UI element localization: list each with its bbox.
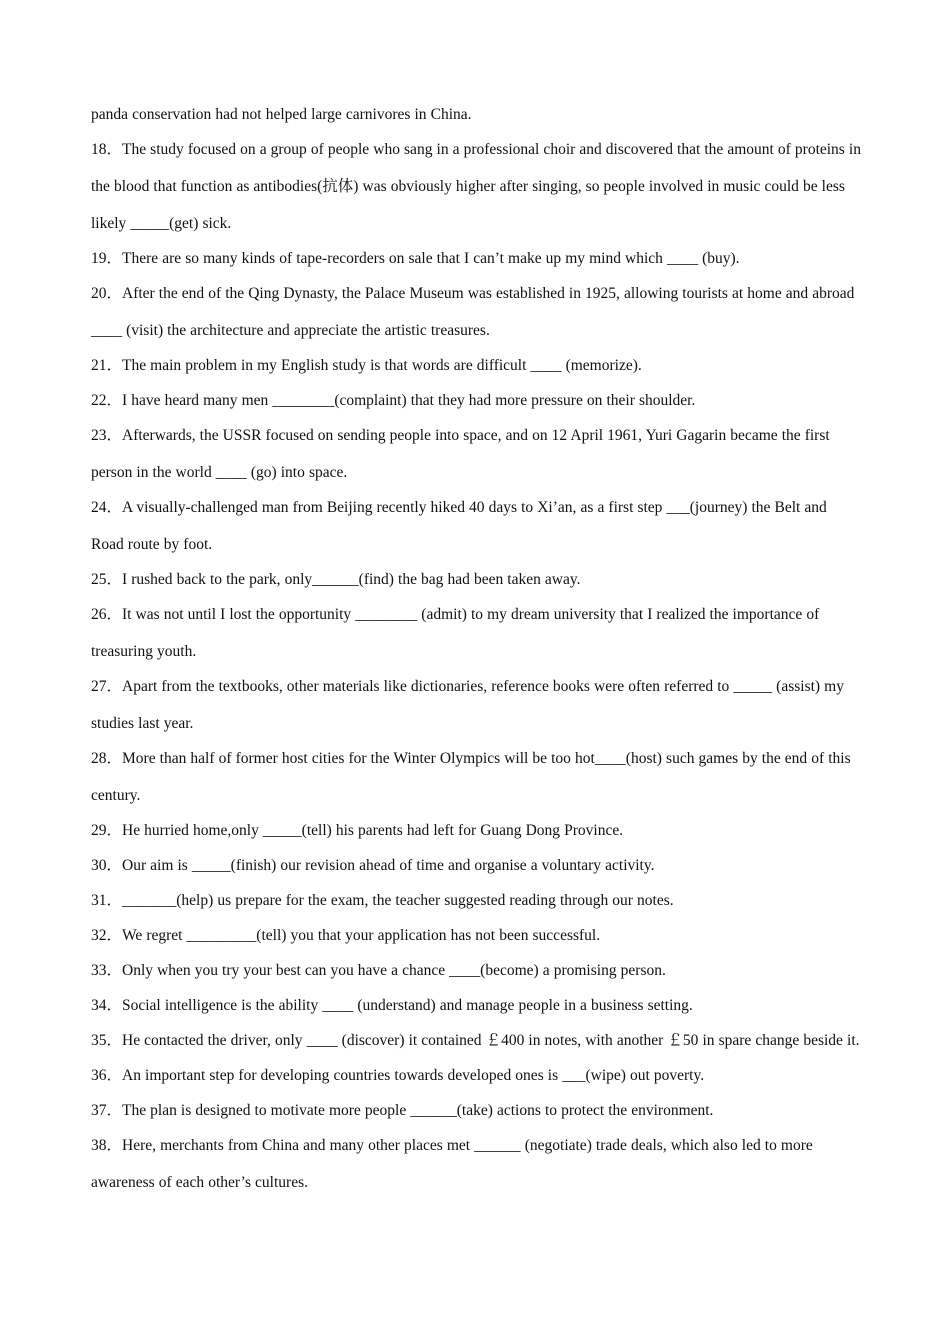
question-27: 27．Apart from the textbooks, other materials like dictionaries, reference books were often referred to _____ (assist) my studies last year. — [91, 678, 844, 732]
question-28: 28．More than half of former host cities for the Winter Olympics will be too hot____(host) such games by the end of this century. — [91, 750, 851, 804]
question-33: 33．Only when you try your best can you have a chance ____(become) a promising person. — [91, 962, 666, 979]
question-38: 38．Here, merchants from China and many other places met ______ (negotiate) trade deals, which also led to more awareness of each other’s cultures. — [91, 1137, 813, 1191]
question-31: 31．_______(help) us prepare for the exam, the teacher suggested reading through our notes. — [91, 892, 674, 909]
question-18: 18．The study focused on a group of people who sang in a professional choir and discovered that the amount of proteins in the blood that function as antibodies(抗体) was obviously higher after singing, so people involved in music could be less likely _____(get) sick. — [91, 141, 861, 232]
question-37: 37．The plan is designed to motivate more people ______(take) actions to protect the environment. — [91, 1102, 714, 1119]
question-26: 26．It was not until I lost the opportunity ________ (admit) to my dream university that I realized the importance of treasuring youth. — [91, 606, 820, 660]
question-35: 35．He contacted the driver, only ____ (discover) it contained ￡400 in notes, with another ￡50 in spare change beside it. — [91, 1032, 860, 1049]
question-30: 30．Our aim is _____(finish) our revision ahead of time and organise a voluntary activity. — [91, 857, 655, 874]
question-22: 22．I have heard many men ________(complaint) that they had more pressure on their shoulder. — [91, 392, 696, 409]
question-17-continuation: panda conservation had not helped large carnivores in China. — [91, 106, 472, 123]
question-23: 23．Afterwards, the USSR focused on sending people into space, and on 12 April 1961, Yuri Gagarin became the first person in the world ____ (go) into space. — [91, 427, 830, 481]
question-24: 24．A visually-challenged man from Beijing recently hiked 40 days to Xi’an, as a first step ___(journey) the Belt and Road route by foot. — [91, 499, 827, 553]
question-34: 34．Social intelligence is the ability ____ (understand) and manage people in a business setting. — [91, 997, 693, 1014]
question-20: 20．After the end of the Qing Dynasty, the Palace Museum was established in 1925, allowing tourists at home and abroad ____ (visit) the architecture and appreciate the artistic treasures. — [91, 285, 855, 339]
document-page — [91, 96, 861, 1199]
question-21: 21．The main problem in my English study is that words are difficult ____ (memorize). — [91, 357, 642, 374]
question-36: 36．An important step for developing countries towards developed ones is ___(wipe) out poverty. — [91, 1067, 705, 1084]
question-25: 25．I rushed back to the park, only______(find) the bag had been taken away. — [91, 571, 581, 588]
question-32: 32．We regret _________(tell) you that your application has not been successful. — [91, 927, 601, 944]
question-19: 19．There are so many kinds of tape-recorders on sale that I can’t make up my mind which ____ (buy). — [91, 250, 740, 267]
question-29: 29．He hurried home,only _____(tell) his parents had left for Guang Dong Province. — [91, 822, 624, 839]
